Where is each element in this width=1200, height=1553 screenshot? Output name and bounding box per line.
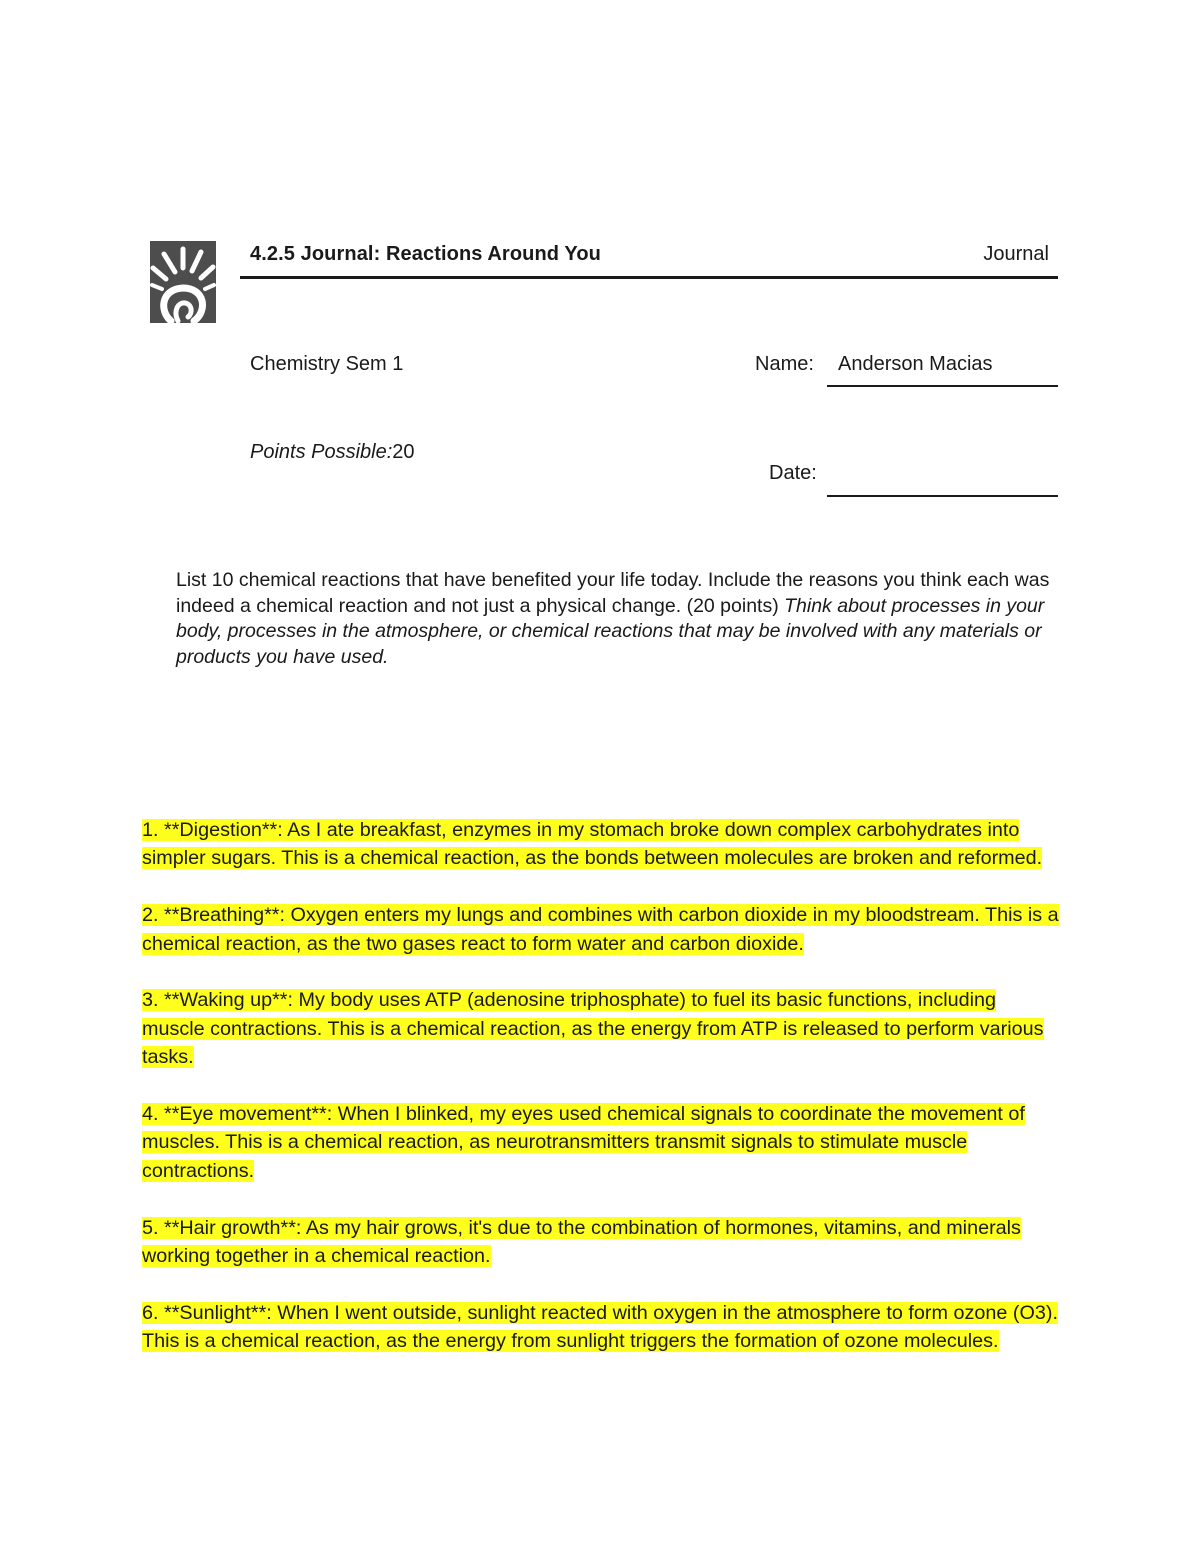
answer-text: 1. **Digestion**: As I ate breakfast, enzymes in my stomach broke down complex carbohydrates into simpler sugars. This is a chemical reaction, as the bonds between molecules are broken and reformed. [142,819,1043,870]
prompt-text: List 10 chemical reactions that have benefited your life today. Include the reasons you think each was indeed a chemical reaction and not just a physical change. (20 points) [176,569,1050,617]
date-field[interactable] [827,495,1058,497]
points-possible [250,441,415,464]
course-name: Chemistry Sem 1 [250,353,404,375]
answer-text: 6. **Sunlight**: When I went outside, sunlight reacted with oxygen in the atmosphere to form ozone (O3). This is a chemical reaction, as the energy from sunlight triggers the formation of ozone molecules. [142,1301,1058,1353]
answer-item [142,1299,1062,1356]
title-divider [240,276,1058,279]
answer-item [142,1100,1062,1185]
answer-item [142,1214,1062,1271]
date-label: Date: [769,462,817,484]
answer-item [142,901,1062,958]
name-field[interactable]: Anderson Macias [838,353,993,375]
answer-text: 4. **Eye movement**: When I blinked, my eyes used chemical signals to coordinate the movement of muscles. This is a chemical reaction, as neurotransmitters transmit signals to stimulate muscle contractions. [142,1103,1025,1182]
answer-list [142,816,1062,1384]
assignment-prompt [176,568,1066,671]
prompt-italic-text: Think about processes in your body, processes in the atmosphere, or chemical reactions that may be involved with any materials or products you have used. [176,594,1045,669]
points-possible-value: 20 [392,441,415,463]
document-type-label: Journal [983,243,1049,265]
answer-text: 5. **Hair growth**: As my hair grows, it's due to the combination of hormones, vitamins, and minerals working together in a chemical reaction. [142,1216,1021,1268]
name-underline [827,385,1058,387]
name-label: Name: [755,353,814,375]
document-title: 4.2.5 Journal: Reactions Around You [250,243,601,265]
answer-text: 3. **Waking up**: My body uses ATP (adenosine triphosphate) to fuel its basic functions, including muscle contractions. This is a chemical reaction, as the energy from ATP is released to perform various tasks. [142,989,1044,1069]
sun-bulb-logo-icon [150,241,216,323]
answer-item [142,816,1062,873]
answer-text: 2. **Breathing**: Oxygen enters my lungs and combines with carbon dioxide in my bloodstream. This is a chemical reaction, as the two gases react to form water and carbon dioxide. [142,904,1059,955]
points-possible-label: Points Possible: [250,441,393,463]
answer-item [142,986,1062,1071]
